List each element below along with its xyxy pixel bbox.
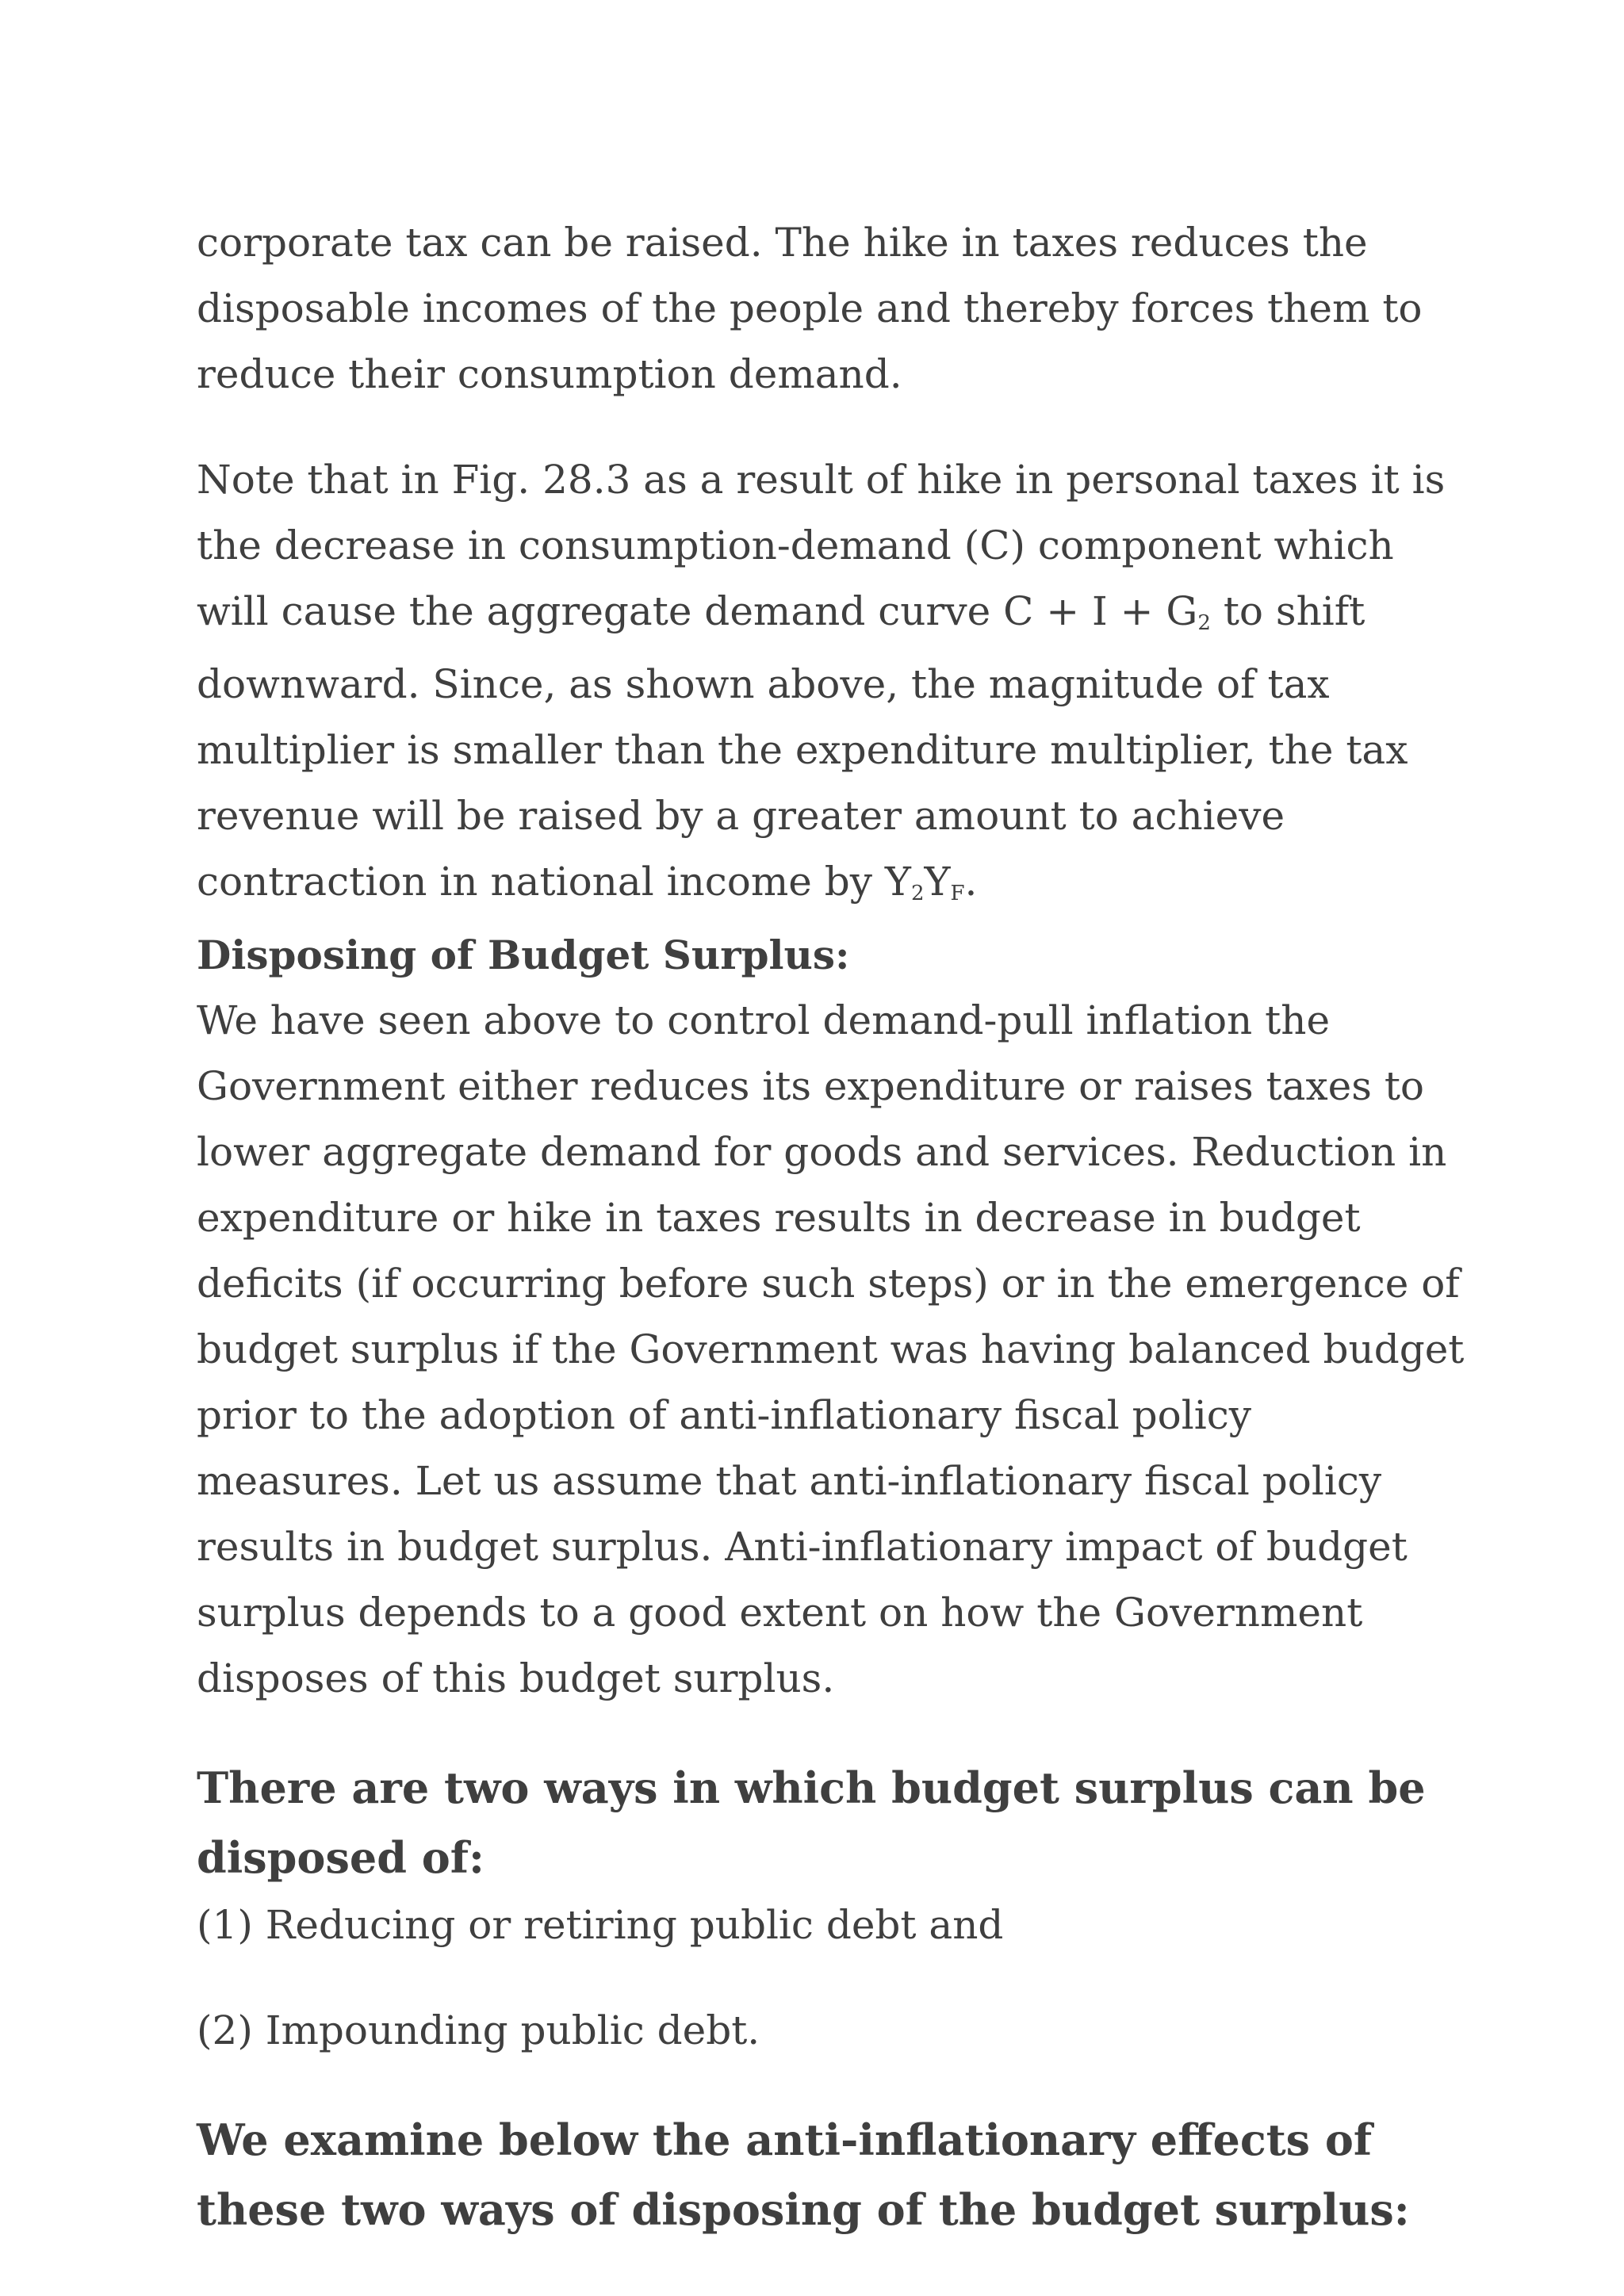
list-item: (1) Reducing or retiring public debt and <box>197 1902 1004 1948</box>
subscript: 2 <box>910 882 925 905</box>
paragraph-text: to shift downward. Since, as shown above, the magnitude of tax multiplier is smaller than the expenditure multiplier, the tax revenue will be raised by a greater amount to achieve contraction in national income by Y <box>197 588 1408 905</box>
heading-examine-effects: We examine below the anti-inflationary effects of these two ways of disposing of the budget surplus: <box>197 2114 1410 2235</box>
paragraph-demand-pull-inflation: We have seen above to control demand-pull inflation the Government either reduces its expenditure or raises taxes to lower aggregate demand for goods and services. Reduction in expenditure or hike in taxes results in decrease in budget deficits (if occurring before such steps) or in the emergence of budget surplus if the Government was having balanced budget prior to the adoption of anti-inflationary fiscal policy measures. Let us assume that anti-inflationary fiscal policy results in budget surplus. Anti-inflationary impact of budget surplus depends to a good extent on how the Government disposes of this budget surplus. <box>197 997 1465 1701</box>
heading-two-ways: There are two ways in which budget surplus can be disposed of: <box>197 1762 1426 1883</box>
subscript: 2 <box>1197 611 1211 635</box>
subscript: F <box>950 882 965 905</box>
paragraph-text: Note that in Fig. 28.3 as a result of hike in personal taxes it is the decrease in consumption-demand (C) component which will cause the aggregate demand curve C + I + G <box>197 457 1446 634</box>
list-item: (2) Impounding public debt. <box>197 2007 760 2053</box>
paragraph-text: . <box>964 859 978 905</box>
document-page <box>197 210 1465 2244</box>
paragraph-fig-28-3 <box>197 447 1465 922</box>
paragraph-text: Y <box>924 859 951 905</box>
heading-disposing-budget-surplus: Disposing of Budget Surplus: <box>197 932 850 978</box>
paragraph-consumption-demand: corporate tax can be raised. The hike in taxes reduces the disposable incomes of the people and thereby forces them to reduce their consumption demand. <box>197 220 1423 397</box>
